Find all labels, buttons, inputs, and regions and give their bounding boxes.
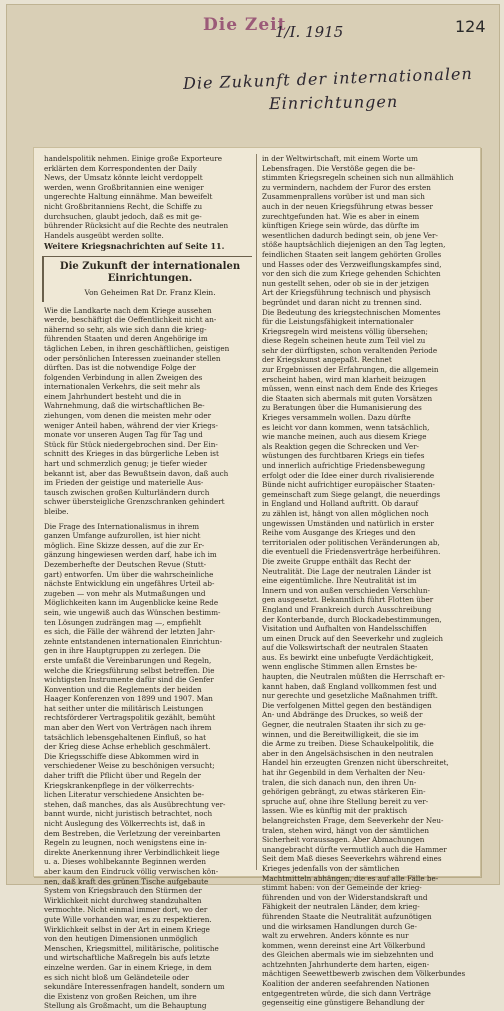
right-body-line: gegenseitig eine günstigere Behandlung der xyxy=(262,998,425,1008)
right-body-line: Kriegsregeln wird meistens völlig übersehen; xyxy=(262,326,428,336)
left-body-2-line: erste umfaßt die Vereinbarungen und Regeln, xyxy=(44,655,212,665)
handwritten-note-line-2: Einrichtungen xyxy=(268,91,399,114)
left-body-line: hart und schmerzlich genug; je tiefer wieder xyxy=(44,459,208,469)
right-body-line: des Gleichen abermals wie im siebzehnten und xyxy=(262,950,434,960)
left-body-2-line: Die Frage des Internationalismus in ihrem xyxy=(44,521,200,531)
left-body-line: tausch zwischen großen Kulturländern durch xyxy=(44,487,210,497)
handwritten-note-line-1: Die Zukunft der internationalen xyxy=(182,63,474,94)
right-body-line: nun gestellt sehen, oder ob sie in der jetzigen xyxy=(262,278,430,288)
right-body-line: gemeinschaft zum Siege gelangt, die neuerdings xyxy=(262,489,441,499)
right-body-line: belangreichsten Frage, dem Seeverkehr der Neu- xyxy=(262,815,444,825)
right-body-line: aber in den Angelsächsischen in den neutralen xyxy=(262,748,434,758)
right-body-line: führenden und von der Widerstandskraft und xyxy=(262,892,428,902)
left-body-2-line: rechtsförderer Vertragspolitik gezählt, bemüht xyxy=(44,713,216,723)
left-body-2-line: ten Lösungen zudrängen mag —, empfiehlt xyxy=(44,617,202,627)
right-body-line: stimmt haben: von der Gemeinde der krieg- xyxy=(262,883,422,893)
right-body-line: Art der Kriegsführung technisch und physisch xyxy=(262,288,431,298)
left-body-line: bekannt ist, aber das Bewußtsein davon, daß auch xyxy=(44,468,229,478)
right-body-line: führenden Staate die Neutralität aufzunötigen xyxy=(262,911,432,921)
right-body-line: Gegner, die neutralen Staaten ihr sich zu ge- xyxy=(262,720,426,730)
left-body-2-line: Haager Konferenzen von 1899 und 1907. Man xyxy=(44,694,213,704)
page-number: 124 xyxy=(455,17,486,36)
right-body-line: zurechtgefunden hat. Wie es aber in einem xyxy=(262,211,420,221)
left-body-line: Wie die Landkarte nach dem Kriege aussehen xyxy=(44,305,212,315)
right-body-line: ungewissen Umständen und natürlich in erster xyxy=(262,518,434,528)
left-body-2-line: zugeben — von mehr als Mutmaßungen und xyxy=(44,588,206,598)
left-body-2-line: stehen, daß manches, das als Ausübrechtung ver- xyxy=(44,799,226,809)
left-body-2-line: nicht Auslegung des Völkerrechts ist, daß in xyxy=(44,819,206,828)
right-body-line: um einen Druck auf den Seeverkehr und zugleich xyxy=(262,633,444,643)
right-body-line: gehörigen gebrängt, zu etwas stärkeren Ein- xyxy=(262,787,426,797)
right-body-line: walt zu erwehren. Anders könnte es nur xyxy=(262,931,409,941)
left-body-2-line: aber kaum den Eindruck völlig verwischen kön- xyxy=(44,866,219,876)
left-intro-line: durchsuchen, glaubt jedoch, daß es mit ge- xyxy=(44,211,202,221)
left-body-2-line: direkte Anerkennung ihrer Verbindlichkeit liege xyxy=(44,847,220,857)
left-body-2-line: Dezemberhefte der Deutschen Revue (Stutt- xyxy=(44,559,207,569)
left-body-2-line: sekundäre Interessenfragen handelt, sondern um xyxy=(44,982,225,992)
left-body-2-line: die Existenz von großen Reichen, um ihre xyxy=(44,991,197,1001)
left-body-2-line: Konvention und die Reglements der beiden xyxy=(44,684,202,694)
right-body-line: hat ihr Gegenbild in dem Verhalten der Neu- xyxy=(262,768,426,777)
right-body-line: der Kriegskunst angepaßt. Rechnet xyxy=(262,355,392,365)
left-body-2-line: möglich. Eine Skizze dessen, auf die zur Er- xyxy=(44,540,205,550)
right-body-line: wie manche meinen, auch aus diesem Kriege xyxy=(262,432,427,442)
left-body-2-line: einzelne werden. Gar in einem Kriege, in dem xyxy=(44,962,212,972)
right-body-line: Innern und von außen verschieden Verschlun- xyxy=(262,585,430,595)
right-body-line: lassen. Wie es künftig mit der praktisch xyxy=(262,806,408,816)
right-body-line: spruche auf, ohne ihre Stellung bereit zu ver- xyxy=(262,796,429,806)
right-body-line: sehr der dürftigsten, schon veraltenden Periode xyxy=(262,345,438,355)
left-body-2-line: es sich nicht bloß um Geländeteile oder xyxy=(44,972,189,982)
right-body-line: achtzehnten Jahrhunderte dem harten, eigen- xyxy=(262,959,430,969)
right-body-line: zur Ergebnissen der Erfahrungen, die allgemein xyxy=(262,365,439,375)
left-body-2-line: der Krieg diese Achse erheblich geschmälert. xyxy=(44,742,211,752)
left-body-line: bleibe. xyxy=(44,507,69,516)
right-body-line: in England und Holland auftritt. Ob darauf xyxy=(262,499,419,509)
left-body-line: führenden Staaten und deren Angehörige im xyxy=(44,334,208,344)
left-body-text-2 xyxy=(44,522,252,1011)
left-body-2-line: welche die Kriegsführung selbst betreffen. Die xyxy=(44,665,215,675)
right-body-line: wesentlichen dadurch bedingt sein, ob jene Ver- xyxy=(262,230,438,240)
right-body-line: die eventuell die Friedensverträge herbeiführen. xyxy=(262,547,441,557)
right-body-line: entgegentreten würde, die sich dann Verträge xyxy=(262,988,431,998)
left-body-line: oder persönlichen Interessen zueinander stellen xyxy=(44,353,221,363)
right-body-line: nur gerechte und gesetzliche Maßnahmen trifft. xyxy=(262,691,438,701)
cross-reference: Weitere Kriegsnachrichten auf Seite 11. xyxy=(44,241,225,252)
left-body-2-line: lichen Literatur verschiedene Ansichten be- xyxy=(44,790,205,800)
left-body-line: schwer übersteigliche Grenzschranken gehindert xyxy=(44,497,225,507)
handwritten-date: 1/I. 1915 xyxy=(275,23,344,41)
right-body-line: aus. Es bewirkt eine unbefugte Verdächtigkeit, xyxy=(262,652,434,662)
right-body-line: An- und Abdränge des Druckes, so weiß der xyxy=(262,710,423,720)
right-body-line: auch in der neuen Kriegsführung etwas besser xyxy=(262,201,433,211)
left-body-2-line: tatsächlich lebensgehaltenen Einfluß, so hat xyxy=(44,732,207,742)
right-body-line: vor den sich die zum Kriege gehenden Schichten xyxy=(262,269,441,279)
left-body-2-line: man aber den Wert von Verträgen nach ihrem xyxy=(44,723,212,733)
right-body-line: wenn englische Stimmen allen Ernstes be- xyxy=(262,662,418,672)
left-body-line: folgenden Verbindung in allen Zweigen des xyxy=(44,372,203,382)
left-body-2-line: bannt wurde, nicht juristisch betrachtet, noch xyxy=(44,809,213,819)
left-body-line: werde, beschäftigt die Oeffentlichkeit nicht an- xyxy=(44,315,217,325)
left-body-2-line: von den heutigen Dimensionen unmöglich xyxy=(44,934,198,944)
right-body-line: und Hasses oder des Verzweiflungskampfes sind, xyxy=(262,259,442,269)
right-body-line: stimmten Kriegsregeln scheinen sich nun allmählich xyxy=(262,173,454,183)
left-body-2-line: nächste Entwicklung ein ungefähres Urteil ab- xyxy=(44,579,215,589)
left-body-2-line: gen in ihre Hauptgruppen zu zerlegen. Die xyxy=(44,646,201,656)
left-column xyxy=(44,154,252,1011)
right-body-line: Fähigkeit der neutralen Länder, dem krieg- xyxy=(262,902,420,912)
left-body-2-line: Regeln zu leugnen, noch wenigstens eine in- xyxy=(44,838,207,848)
left-body-2-line: System von Kriegsbrauch den Stürmen der xyxy=(44,886,202,896)
left-body-line: monate vor unseren Augen Tag für Tag und xyxy=(44,430,203,440)
left-intro-line: ungerechte Haltung einnähme. Man beweifelt xyxy=(44,192,213,202)
left-body-2-line: u. a. Dieses wohlbekannte Beginnen werden xyxy=(44,857,207,867)
right-body-line: mächtigen Seewettbewerb zwischen dem Völkerbundes xyxy=(262,969,466,979)
left-body-line: Stück für Stück niedergebrochen sind. Der Ein- xyxy=(44,439,218,449)
right-body-line: Krieges jedenfalls von der sämtlichen xyxy=(262,863,400,873)
left-intro-line: bührender Rücksicht auf die Rechte des neutralen xyxy=(44,221,229,231)
newspaper-clipping xyxy=(33,147,481,1011)
right-body-line: Lebensfragen. Die Verstöße gegen die be- xyxy=(262,163,416,173)
right-body-line: winnen, und die Bereitwilligkeit, die sie im xyxy=(262,729,419,739)
left-body-2-line: vermochte. Nicht einmal immer dort, wo der xyxy=(44,905,208,915)
left-body-2-line: hat seither unter die militärisch Leistungen xyxy=(44,703,204,713)
left-body-2-line: gänzung hingewiesen werden darf, habe ich im xyxy=(44,550,217,560)
left-body-2-line: ganzen Umfange aufzurollen, ist hier nicht xyxy=(44,531,201,541)
left-body-2-line: dem Bestreben, die Verletzung der vereinbarten xyxy=(44,828,221,838)
right-body-line: Seit dem Maß dieses Seeverkehrs während eines xyxy=(262,854,442,864)
right-body-line: zu zählen ist, hängt von allen möglichen noch xyxy=(262,508,429,518)
left-body-line: dürften. Das ist die notwendige Folge der xyxy=(44,363,196,373)
right-column xyxy=(262,154,470,1008)
right-body-line: erfolgt oder die Idee einer durch rivalisierende xyxy=(262,470,435,480)
right-body-line: England und Frankreich durch Ausschreibung xyxy=(262,604,432,614)
left-body-2-line: Möglichkeiten kann im Augenblicke keine Rede xyxy=(44,598,219,608)
left-intro-line: nicht Großbritanniens Recht, die Schiffe zu xyxy=(44,201,203,211)
newspaper-title: Die Zeit xyxy=(203,15,287,35)
right-body-line: Zusammenprallens vorüber ist und man sich xyxy=(262,192,425,202)
right-body-line: Die verfolgenen Mittel gegen den beständigen xyxy=(262,700,432,710)
right-body-line: eine eigentümliche. Ihre Neutralität ist im xyxy=(262,576,417,586)
left-body-2-line: sein, wie ungewiß auch das Wünschen bestimm- xyxy=(44,607,221,617)
right-body-line: tralen, stehen wird, hängt von der sämtlichen xyxy=(262,825,430,835)
right-body-line: erscheint haben, wird man klarheit beizugen xyxy=(262,374,426,384)
right-body-text xyxy=(262,154,470,1008)
right-body-line: der Konterbande, durch Blockadebestimmungen, xyxy=(262,614,442,624)
right-body-line: als Reaktion gegen die Schrecken und Ver- xyxy=(262,441,419,451)
right-body-line: für die Leistungsfähigkeit internationaler xyxy=(262,317,414,327)
left-intro-text xyxy=(44,154,252,240)
right-body-line: unangebracht dürfte vermutlich auch die Hammer xyxy=(262,844,447,854)
left-body-2-line: verschiedener Weise zu beschönigen versucht; xyxy=(44,761,215,771)
left-body-line: schnitt des Krieges in das bürgerliche Leben ist xyxy=(44,449,219,459)
left-body-line: nähernd so sehr, als wie sich dann die krieg- xyxy=(44,324,207,334)
right-body-line: territorialen oder politischen Veränderungen ab, xyxy=(262,537,440,547)
left-body-line: Wahrnehmung, daß die wirtschaftlichen Be- xyxy=(44,401,205,411)
right-body-line: Bünde nicht aufrichtiger europäischer Staaten- xyxy=(262,480,435,490)
left-body-2-line: Wirklichkeit selbst in der Art in einem Kriege xyxy=(44,924,210,934)
left-body-2-line: Die Kriegsschiffe diese Abkommen wird in xyxy=(44,751,199,761)
left-body-2-line: zehnte entstandenen internationalen Einrichtun- xyxy=(44,636,223,646)
right-body-line: Koalition der anderen seefahrenden Nationen xyxy=(262,979,430,989)
left-intro-line: News, der Umsatz könnte leicht verdoppelt xyxy=(44,173,203,183)
article-title-line-1: Die Zukunft der internationalen xyxy=(59,260,241,272)
right-body-line: die Staaten sich abermals mit guten Vorsätzen xyxy=(262,393,433,403)
left-body-2-line: gute Wille vorhanden war, es zu respektieren. xyxy=(44,914,212,924)
right-body-line: Die zweite Gruppe enthält das Recht der xyxy=(262,556,411,566)
archive-sheet xyxy=(6,4,500,1011)
right-body-line: wüstungen des furchtbaren Kriegs ein tiefes xyxy=(262,451,425,461)
right-body-line: Reihe vom Ausgange des Krieges und den xyxy=(262,528,416,538)
right-body-line: und innerlich aufrichtige Friedensbewegung xyxy=(262,461,426,470)
right-body-line: und die wirksamen Handlungen durch Ge- xyxy=(262,921,417,931)
right-body-line: Visitation und Aufhalten von Handelsschiffen xyxy=(262,624,427,634)
left-body-2-line: wichtigsten Instrumente dafür sind die Genfer xyxy=(44,675,214,685)
right-body-line: müssen, wenn einst nach dem Ende des Krieges xyxy=(262,384,438,394)
left-intro-line: werden, wenn Großbritannien eine weniger xyxy=(44,182,204,192)
right-body-line: in der Weltwirtschaft, mit einem Worte um xyxy=(262,154,418,163)
right-body-line: stöße hauptsächlich diejenigen an den Tag legten, xyxy=(262,240,446,250)
right-body-line: zu vermindern, nachdem der Furor des ersten xyxy=(262,182,431,192)
right-body-line: Handel hin erzeugten Grenzen nicht überschreitet, xyxy=(262,758,449,768)
column-divider xyxy=(256,154,257,870)
left-body-2-line: Kriegskrankenpflege in der völkerrechts- xyxy=(44,780,195,790)
right-body-line: kannt haben, daß England vollkommen fest und xyxy=(262,681,437,691)
right-body-line: auf die Volkswirtschaft der neutralen Staaten xyxy=(262,643,429,653)
left-body-line: im Frieden der geistige und materielle Aus- xyxy=(44,478,204,488)
right-body-line: begründet und daran nicht zu trennen sind. xyxy=(262,297,422,307)
right-body-line: die Arme zu treiben. Diese Schaukelpolitik, die xyxy=(262,739,434,749)
article-header xyxy=(42,256,252,302)
left-body-2-line: daher trifft die Pflicht über und Regeln der xyxy=(44,771,201,781)
left-body-2-line: Stellung als Großmacht, um die Behauptung xyxy=(44,1001,207,1011)
right-body-line: künftigen Kriege sein würde, das dürfte im xyxy=(262,221,420,231)
right-body-line: es leicht vor dann kommen, wenn tatsächlich, xyxy=(262,422,430,432)
left-body-line: einem Jahrhundert besteht und die in xyxy=(44,391,182,401)
left-body-line: internationalen Verkehrs, die seit mehr als xyxy=(44,382,201,392)
right-body-line: Die Bedeutung des kriegstechnischen Momentes xyxy=(262,307,441,317)
right-body-line: kommen, wenn dereinst eine Art Völkerbund xyxy=(262,940,426,950)
left-body-2-line: Menschen, Kriegsmittel, militärische, politische xyxy=(44,943,219,953)
left-body-2-line: Wirklichkeit nicht durchweg standzuhalten xyxy=(44,895,202,905)
right-body-line: zu Beratungen über die Humanisierung des xyxy=(262,403,422,413)
right-body-line: tralen, die sich danach nun, den ihren Un- xyxy=(262,777,417,787)
right-body-line: haupten, die Neutralen müßten die Herrschaft er- xyxy=(262,672,445,682)
right-body-line: diese Regeln scheinen heute zum Teil viel zu xyxy=(262,336,426,346)
left-body-2-line: gart) entworfen. Um über die wahrscheinliche xyxy=(44,569,214,579)
left-body-line: weniger Anteil haben, während der vier Kriegs- xyxy=(44,420,218,430)
left-body-line: täglichen Leben, in ihren geschäftlichen, geistigen xyxy=(44,343,230,353)
right-body-line: feindlichen Staaten seit langem gehörten Grolles xyxy=(262,249,442,259)
left-intro-line: Handels ausgeübt werden sollte. xyxy=(44,230,164,240)
left-body-text xyxy=(44,306,252,517)
right-body-line: gen ausgesetzt. Bekanntlich führt Flotten über xyxy=(262,595,434,605)
left-body-2-line: nen, daß kraft des grünen Tische aufgebaute xyxy=(44,876,209,886)
right-body-line: Neutralität. Die Lage der neutralen Länder ist xyxy=(262,566,432,576)
left-intro-line: handelspolitik nehmen. Einige große Exporteure xyxy=(44,154,222,163)
left-body-2-line: und wirtschaftliche Maßregeln bis aufs letzte xyxy=(44,953,210,963)
left-body-line: ziehungen, vom denen die meisten mehr oder xyxy=(44,411,212,421)
article-title-line-2: Einrichtungen. xyxy=(107,272,193,284)
left-body-2-line: es sich, die Fälle der während der letzten Jahr- xyxy=(44,627,216,637)
right-body-line: Krieges versammeln wollen. Dazu dürfte xyxy=(262,413,411,423)
right-body-line: Machtmitteln abhängen, die es auf alle Fälle be- xyxy=(262,873,439,883)
right-body-line: Sicherheit voraussagen. Aber Abmachungen xyxy=(262,835,425,845)
article-byline: Von Geheimen Rat Dr. Franz Klein. xyxy=(84,287,216,297)
left-intro-line: erklärten dem Korrespondenten der Daily xyxy=(44,163,197,173)
